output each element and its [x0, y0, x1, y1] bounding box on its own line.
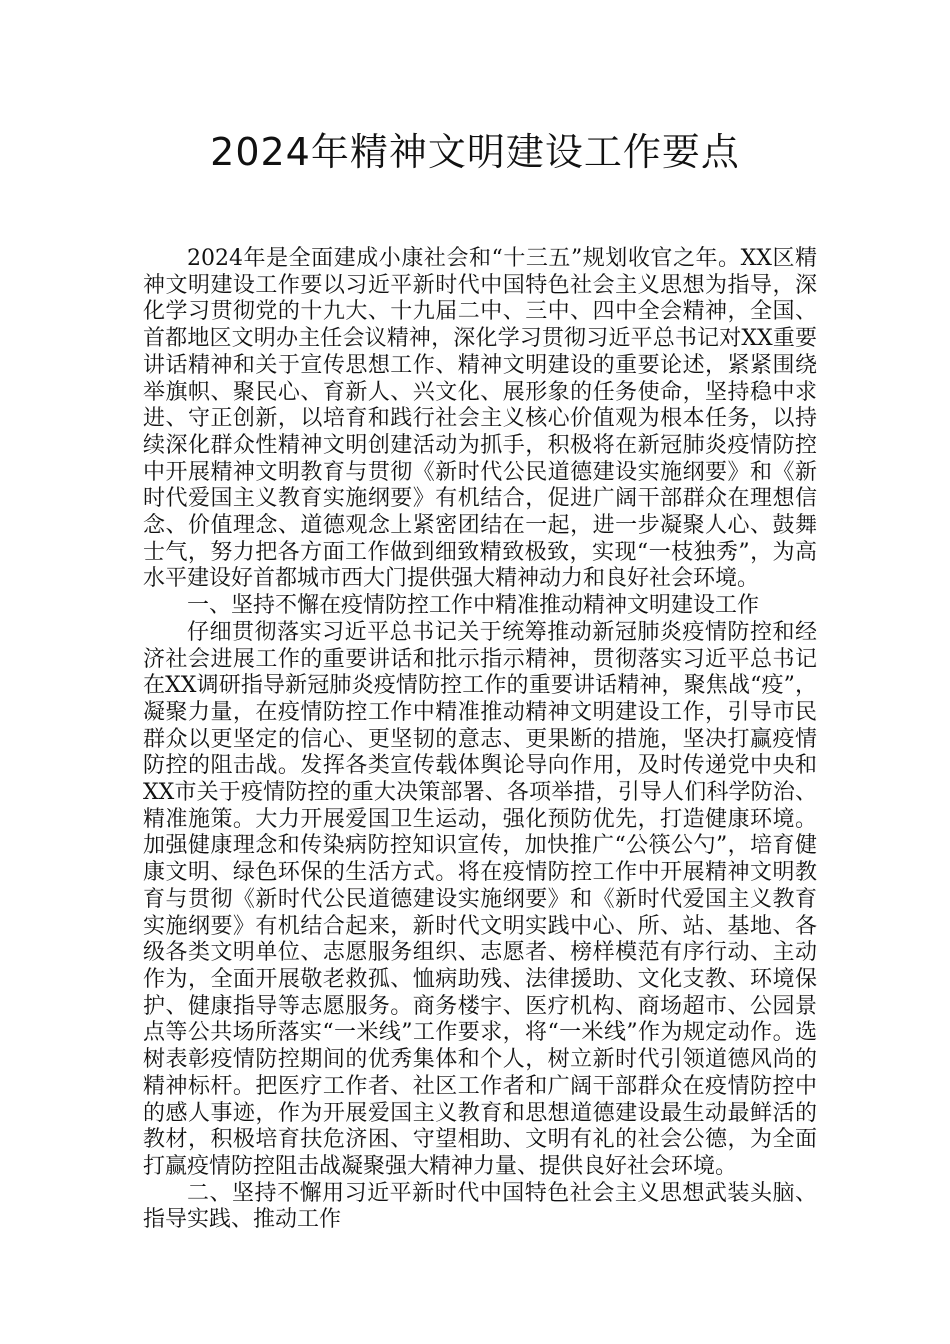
section-heading-2: 二、坚持不懈用习近平新时代中国特色社会主义思想武装头脑、指导实践、推动工作: [143, 1180, 817, 1233]
section-heading-1: 一、坚持不懈在疫情防控工作中精准推动精神文明建设工作: [187, 593, 760, 619]
section-1-paragraph: 仔细贯彻落实习近平总书记关于统筹推动新冠肺炎疫情防控和经济社会进展工作的重要讲话和批示指示精神，贯彻落实习近平总书记在XX调研指导新冠肺炎疫情防控工作的重要讲话精神，聚焦战“疫”，凝聚力量，在疫情防控工作中精准推动精神文明建设工作，引导市民群众以更坚定的信心、更坚韧的意志、更果断的措施，坚决打赢疫情防控的阻击战。发挥各类宣传载体舆论导向作用，及时传递党中央和XX市关于疫情防控的重大决策部署、各项举措，引导人们科学防治、精准施策。大力开展爱国卫生运动，强化预防优先，打造健康环境。加强健康理念和传染病防控知识宣传，加快推广“公筷公勺”，培育健康文明、绿色环保的生活方式。将在疫情防控工作中开展精神文明教育与贯彻《新时代公民道德建设实施纲要》和《新时代爱国主义教育实施纲要》有机结合起来，新时代文明实践中心、所、站、基地、各级各类文明单位、志愿服务组织、志愿者、榜样模范有序行动、主动作为，全面开展敬老救孤、恤病助残、法律援助、文化支教、环境保护、健康指导等志愿服务。商务楼宇、医疗机构、商场超市、公园景点等公共场所落实“一米线”工作要求，将“一米线”作为规定动作。选树表彰疫情防控期间的优秀集体和个人，树立新时代引领道德风尚的精神标杆。把医疗工作者、社区工作者和广阔干部群众在疫情防控中的感人事迹，作为开展爱国主义教育和思想道德建设最生动最鲜活的教材，积极培育扶危济困、守望相助、文明有礼的社会公德，为全面打赢疫情防控阻击战凝聚强大精神力量、提供良好社会环境。: [143, 619, 817, 1179]
document-title: 2024年精神文明建设工作要点: [210, 130, 740, 174]
intro-paragraph: 2024年是全面建成小康社会和“十三五”规划收官之年。XX区精神文明建设工作要以习近平新时代中国特色社会主义思想为指导，深化学习贯彻党的十九大、十九届二中、三中、四中全会精神，全国、首都地区文明办主任会议精神，深化学习贯彻习近平总书记对XX重要讲话精神和关于宣传思想工作、精神文明建设的重要论述，紧紧围绕举旗帜、聚民心、育新人、兴文化、展形象的任务使命，坚持稳中求进、守正创新，以培育和践行社会主义核心价值观为根本任务，以持续深化群众性精神文明创建活动为抓手，积极将在新冠肺炎疫情防控中开展精神文明教育与贯彻《新时代公民道德建设实施纲要》和《新时代爱国主义教育实施纲要》有机结合，促进广阔干部群众在理想信念、价值理念、道德观念上紧密团结在一起，进一步凝聚人心、鼓舞士气，努力把各方面工作做到细致精致极致，实现“一枝独秀”，为高水平建设好首都城市西大门提供强大精神动力和良好社会环境。: [143, 246, 817, 592]
document-body: [143, 246, 817, 1234]
